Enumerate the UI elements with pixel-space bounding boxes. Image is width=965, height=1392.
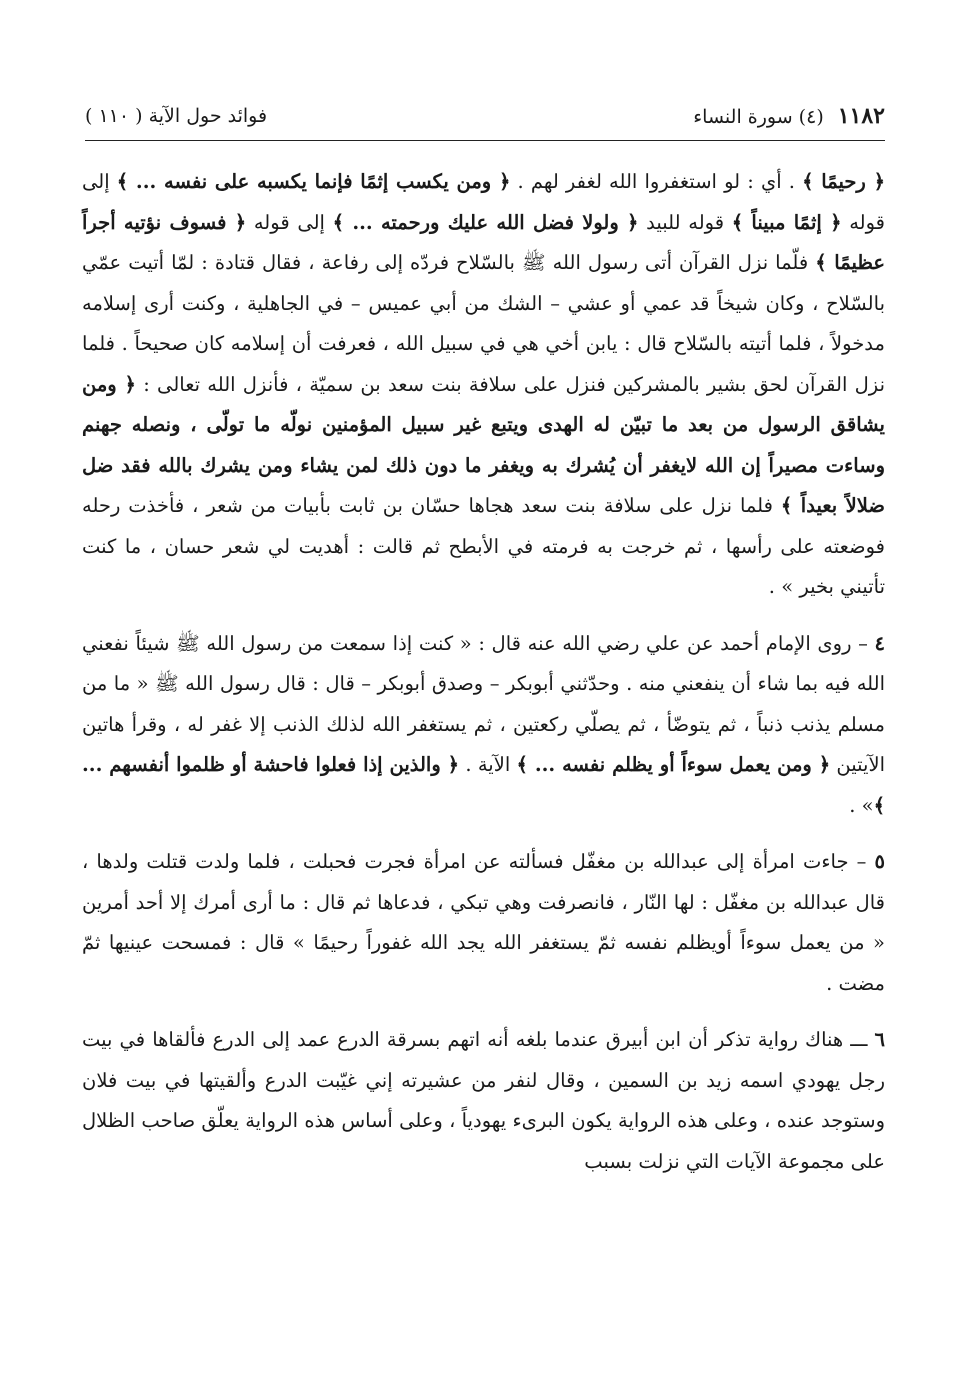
header-divider [85, 140, 885, 141]
quoted-text: ﴿ إثمًا مبيناً ﴾ [731, 210, 842, 234]
page-body [82, 162, 885, 1182]
quoted-text: ٦ [874, 1028, 885, 1051]
body-text: – جاءت امرأة إلى عبدالله بن مغفّل فسألته عن امرأة فجرت فحبلت ، فلما ولدت قتلت ولدها ، قال عبدالله بن مغفّل : لها النّار ، فانصرفت وهي تبكي ، فدعاها ثم قال : ما أرى أمرك إلا أحد أمرين « من يعمل سوءاً أويظلم نفسه ثمّ يستغفر الله يجد الله غفوراً رحيمًا » قال : فمسحت عينيها ثمّ مضت . [82, 850, 885, 995]
paragraph-4 [82, 1020, 885, 1182]
quoted-text: ﴿ ومن يعمل سوءاً أو يظلم نفسه ... ﴾ [516, 753, 831, 776]
body-text: » . [849, 793, 874, 817]
quoted-text: ﴿ ومن يشاقق الرسول من بعد ما تبيّن له الهدى ويتبع غير سبيل المؤمنين نولّه ما تولّى ، ونصله جهنم وساءت مصيراً إن الله لايغفر أن يُشرك به ويغفر ما دون ذلك لمن يشاء ومن يشرك بالله فقد ضل ضلالاً بعيداً ﴾ [82, 372, 885, 517]
body-text: فلّما نزل القرآن أتى رسول الله ﷺ بالسّلاح فردّه إلى رفاعة ، فقال قتادة : لمّا أتيت عمّي بالسّلاح ، وكان شيخاً قد عمي أو عشي – الشك من أبي عميس – في الجاهلية ، وكنت أرى إسلامه مدخولاً ، فلما أتيته بالسّلاح قال : يابن أخي هي في سبيل الله ، فعرفت أن إسلامه كان صحيحاً . فلما نزل القرآن لحق بشير بالمشركين فنزل على سلافة بنت سعد بن سميّة ، فأنزل الله تعالى : [82, 251, 885, 396]
quoted-text: ﴿ فسوف نؤتيه أجراً عظيمًا ﴾ [82, 210, 885, 274]
quoted-text: ﴿ رحيمًا ﴾ [802, 170, 886, 193]
header-right [693, 103, 885, 129]
body-text: إلى قوله [246, 210, 333, 234]
quoted-text: ﴿ ولولا فضل الله عليك ورحمته ... ﴾ [332, 210, 639, 234]
paragraph-3 [82, 842, 885, 1004]
surah-title: (٤) سورة النساء [693, 106, 824, 128]
quoted-text: ﴿ والذين إذا فعلوا فاحشة أو ظلموا أنفسهم ... ﴾ [82, 753, 885, 817]
body-text: إلى قوله [82, 170, 885, 234]
quoted-text: ٥ [874, 850, 885, 873]
body-text: قوله للبيد [638, 210, 732, 234]
section-title: فوائد حول الآية ( ١١٠ ) [85, 105, 268, 127]
body-text: ـــ هناك رواية تذكر أن ابن أبيرق عندما بلغه أنه اتهم بسرقة الدرع عمد إلى الدرع فألقاها في بيت رجل يهودي اسمه زيد بن السمين ، وقال لنفر من عشيرته إني غيّبت الدرع وألقيتها في بيت فلان وستوجد عنده ، وعلى هذه الرواية يكون البرىء يهودياً ، وعلى أساس هذه الرواية يعلّق صاحب الظلال على مجموعة الآيات التي نزلت بسبب [82, 1028, 885, 1173]
page-number: ١١٨٢ [837, 103, 885, 129]
body-text: فلما نزل على سلافة بنت سعد هجاها حسّان بن ثابت بأبيات من شعر ، فأخذت رحله فوضعته على رأسها ، ثم خرجت به فرمته في الأبطح ثم قالت : أهديت لي شعر حسان ، ما كنت تأتيني بخير » . [82, 494, 885, 598]
page-header [85, 98, 885, 134]
body-text: . أي : لو استغفروا الله لغفر لهم . [510, 170, 803, 193]
body-text: الآية . [459, 753, 517, 776]
quoted-text: ٤ [874, 631, 885, 655]
quoted-text: ﴿ ومن يكسب إثمًا فإنما يكسبه على نفسه ... ﴾ [116, 170, 511, 193]
body-text: – روى الإمام أحمد عن علي رضي الله عنه قال : « كنت إذا سمعت من رسول الله ﷺ شيئاً نفعني الله فيه بما شاء أن ينفعني منه . وحدّثني أبوبكر – وصدق أبوبكر – قال : قال رسول الله ﷺ « ما من مسلم يذنب ذنباً ، ثم يتوضّأ ، ثم يصلّي ركعتين ، ثم يستغفر الله لذلك الذنب إلا غفر له ، وقرأ هاتين الآيتين [82, 631, 885, 776]
paragraph-1 [82, 162, 885, 608]
paragraph-2 [82, 624, 885, 827]
